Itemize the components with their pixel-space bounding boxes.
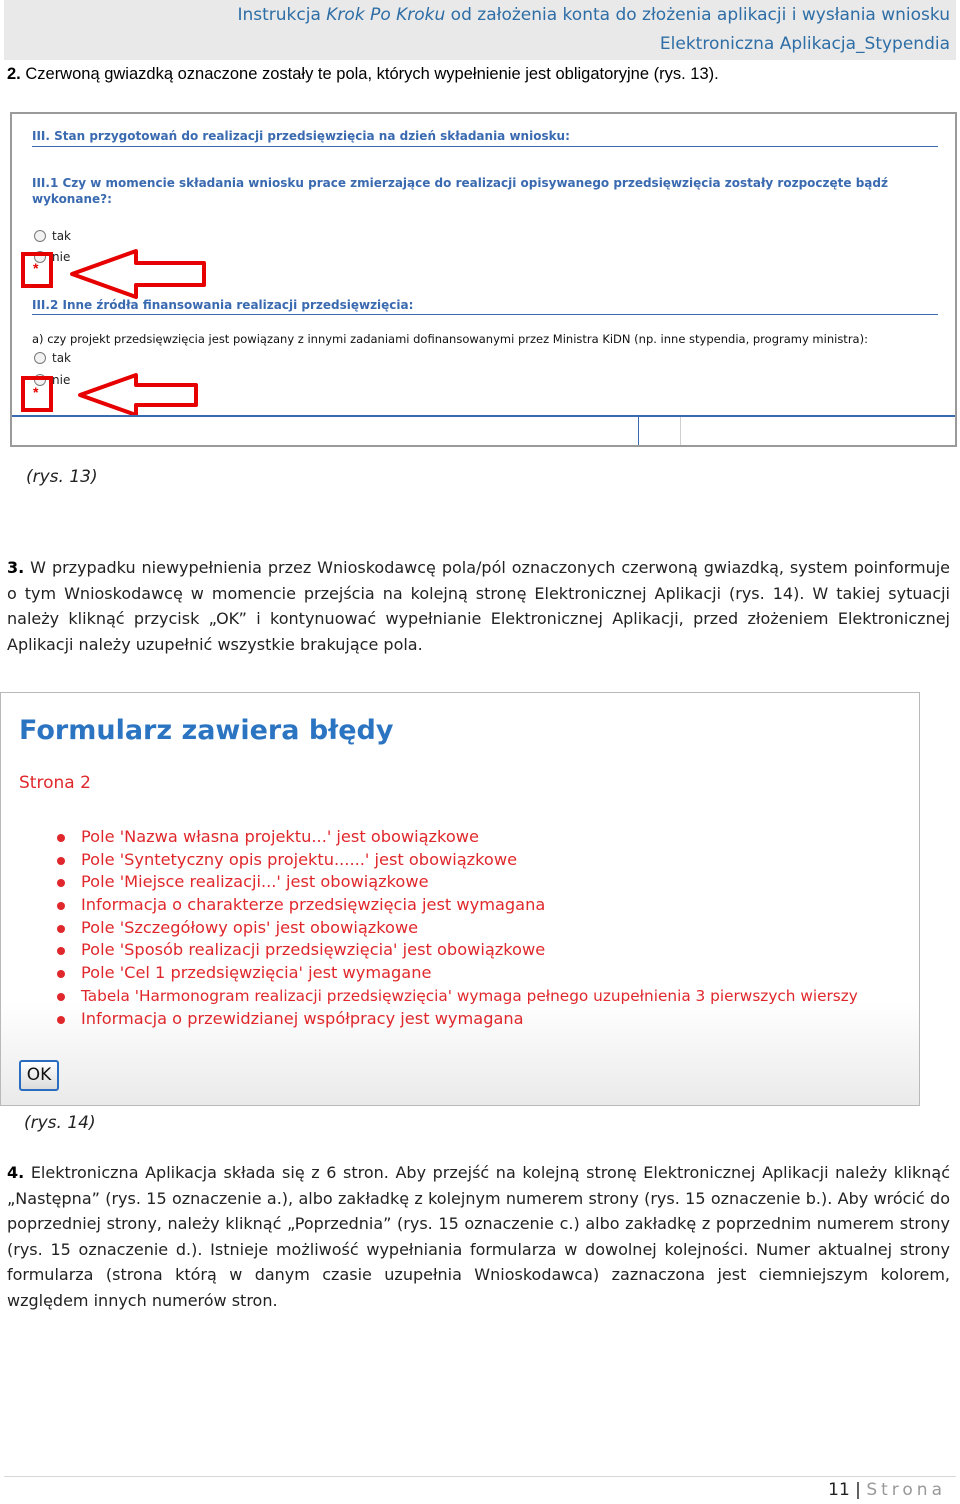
bullet-icon (57, 993, 65, 1001)
bullet-icon (57, 925, 65, 933)
error-text: Pole 'Szczegółowy opis' jest obowiązkowe (81, 917, 419, 937)
header-text-b: od założenia konta do złożenia aplikacji i wysłania wniosku (445, 5, 950, 25)
footer-separator: | (849, 1480, 867, 1500)
error-text: Tabela 'Harmonogram realizacji przedsięwzięcia' wymaga pełnego uzupełnienia 3 pierwszych wierszy (81, 986, 858, 1005)
ok-button[interactable]: OK (19, 1060, 59, 1091)
figure-13-screenshot (10, 112, 957, 447)
error-item (55, 871, 858, 894)
bullet-icon (57, 1016, 65, 1024)
required-star: * (33, 384, 39, 400)
error-text: Informacja o przewidzianej współpracy jest wymagana (81, 1008, 524, 1028)
item-2-number: 2. (7, 65, 21, 83)
header-title-line (237, 5, 950, 25)
question-3-1-cont: wykonane?: (32, 192, 112, 206)
error-list (55, 826, 858, 1030)
question-a: a) czy projekt przedsięwzięcia jest powiązany z innymi zadaniami dofinansowanymi przez Ministra KiDN (np. inne stypendia, programy ministra): (32, 332, 868, 346)
question-3-2: III.2 Inne źródła finansowania realizacji przedsięwzięcia: (32, 298, 414, 312)
error-item (55, 894, 858, 917)
error-item (55, 985, 858, 1008)
radio-label-nie: nie (52, 373, 71, 387)
item-2-text: Czerwoną gwiazdką oznaczone zostały te pola, których wypełnienie jest obligatoryjne (rys. 13). (20, 65, 719, 83)
header-text-a: Instrukcja (237, 5, 327, 25)
header-text-em: Krok Po Kroku (326, 5, 446, 25)
header-subtitle: Elektroniczna Aplikacja_Stypendia (659, 34, 950, 54)
error-text: Pole 'Syntetyczny opis projektu......' jest obowiązkowe (81, 849, 518, 869)
bullet-icon (57, 879, 65, 887)
figure-14-error-dialog (0, 692, 920, 1106)
page-number: 11 (828, 1480, 850, 1500)
error-item (55, 849, 858, 872)
item-4-text: Elektroniczna Aplikacja składa się z 6 stron. Aby przejść na kolejną stronę Elektronicznej Aplikacji należy kliknąć „Następna” (rys. 15 oznaczenie a.), albo zakładkę z kolejnym numerem strony (rys. 15 oznaczenie b.). Aby wrócić do poprzedniej strony, należy kliknąć „Poprzednia” (rys. 15 oznaczenie c.) albo zakładkę z poprzednim numerem strony (rys. 15 oznaczenie d.). Istnieje możliwość wypełniania formularza w dowolnej kolejności. Numer aktualnej strony formularza (strona którą w danym czasie uzupełnia Wnioskodawca) zaznaczona jest ciemniejszym kolorem, względem innych numerów stron. (7, 1163, 950, 1310)
section-3-underline (32, 146, 938, 147)
required-star-highlight-1 (21, 252, 53, 288)
error-dialog-title: Formularz zawiera błędy (19, 715, 394, 746)
radio-label-tak: tak (52, 351, 72, 365)
item-2-paragraph (7, 62, 950, 88)
column-divider (680, 417, 681, 445)
bullet-icon (57, 947, 65, 955)
error-item (55, 826, 858, 849)
bullet-icon (57, 970, 65, 978)
error-text: Pole 'Sposób realizacji przedsięwzięcia' jest obowiązkowe (81, 940, 546, 960)
radio-tak-1[interactable] (34, 228, 71, 244)
error-text: Pole 'Miejsce realizacji...' jest obowiązkowe (81, 872, 429, 892)
error-item (55, 939, 858, 962)
radio-tak-2[interactable] (34, 350, 71, 366)
error-text: Informacja o charakterze przedsięwzięcia jest wymagana (81, 895, 546, 915)
footer-divider (4, 1476, 956, 1477)
radio-circle[interactable] (34, 352, 46, 364)
section-3-2-underline (32, 314, 938, 315)
page-footer (828, 1480, 946, 1500)
error-item (55, 962, 858, 985)
item-4-number: 4. (7, 1163, 25, 1182)
section-3-heading: III. Stan przygotowań do realizacji przedsięwzięcia na dzień składania wniosku: (32, 129, 570, 143)
red-arrow-icon (76, 372, 202, 418)
bullet-icon (57, 834, 65, 842)
footer-strona-label: Strona (866, 1480, 946, 1500)
page-header (4, 0, 956, 60)
caption-13: (rys. 13) (26, 467, 98, 487)
radio-label-nie: nie (52, 250, 71, 264)
column-divider (638, 417, 639, 445)
item-3-text: W przypadku niewypełnienia przez Wnioskodawcę pola/pól oznaczonych czerwoną gwiazdką, system poinformuje o tym Wnioskodawcę w momencie przejścia na kolejną stronę Elektronicznej Aplikacji (rys. 14). W takiej sytuacji należy kliknąć przycisk „OK” i kontynuować wypełnianie Elektronicznej Aplikacji, przed złożeniem Elektronicznej Aplikacji należy uzupełnić wszystkie brakujące pola. (7, 558, 950, 654)
radio-circle[interactable] (34, 230, 46, 242)
question-3-1: III.1 Czy w momencie składania wniosku prace zmierzające do realizacji opisywanego przedsięwzięcia zostały rozpoczęte bądź (32, 176, 888, 190)
red-arrow-icon (68, 248, 210, 300)
error-item (55, 917, 858, 940)
item-4-paragraph (7, 1160, 950, 1314)
item-3-paragraph (7, 555, 950, 657)
radio-label-tak: tak (52, 229, 72, 243)
required-star: * (33, 260, 39, 276)
bullet-icon (57, 902, 65, 910)
error-item (55, 1008, 858, 1031)
required-star-highlight-2 (21, 376, 53, 412)
caption-14: (rys. 14) (24, 1113, 96, 1133)
form-bottom-border (12, 415, 955, 417)
error-text: Pole 'Nazwa własna projektu...' jest obowiązkowe (81, 827, 479, 846)
item-3-number: 3. (7, 558, 25, 577)
bullet-icon (57, 857, 65, 865)
error-page-label: Strona 2 (19, 773, 91, 793)
error-text: Pole 'Cel 1 przedsięwzięcia' jest wymagane (81, 963, 432, 983)
